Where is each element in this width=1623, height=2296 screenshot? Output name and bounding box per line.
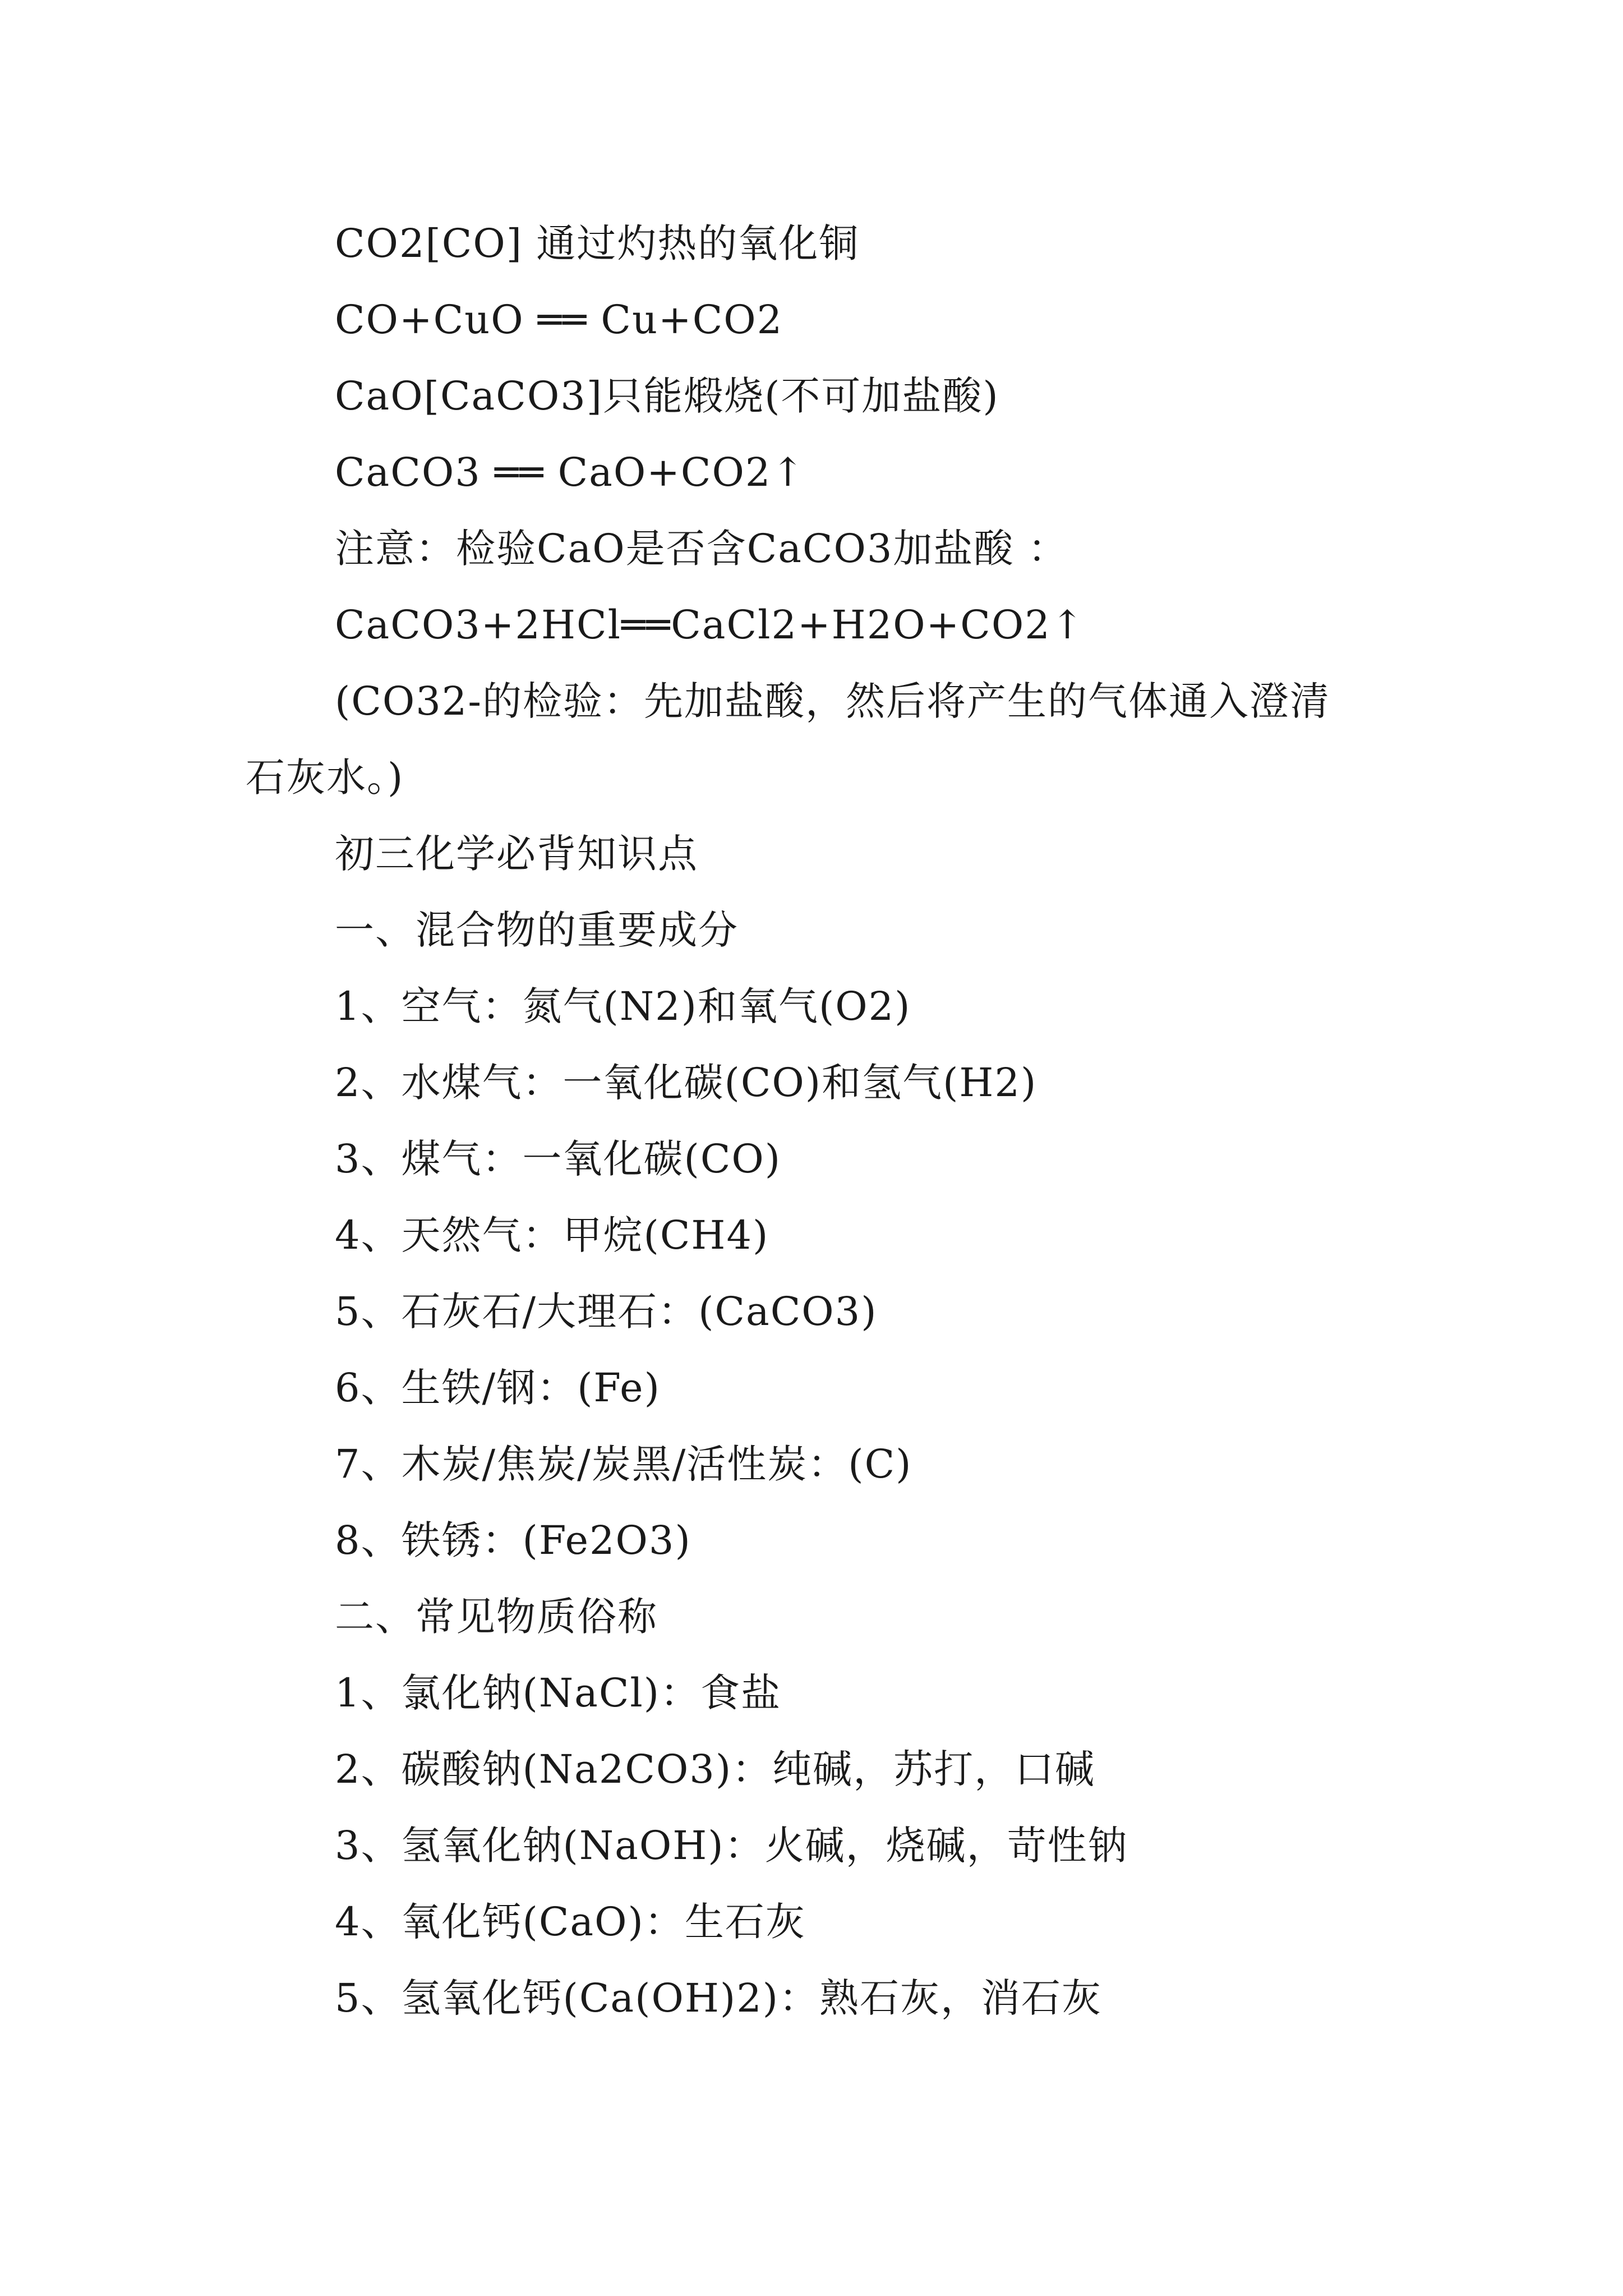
- list-item-naoh: 3、氢氧化钠(NaOH)：火碱，烧碱，苛性钠: [335, 1823, 1128, 1869]
- list-item-natural-gas: 4、天然气：甲烷(CH4): [335, 1212, 769, 1258]
- text-line-co2-purify: CO2[CO] 通过灼热的氧化铜: [335, 220, 860, 266]
- section-heading-common-names: 二、常见物质俗称: [335, 1594, 658, 1640]
- list-item-na2co3: 2、碳酸钠(Na2CO3)：纯碱，苏打，口碱: [335, 1746, 1096, 1792]
- section-heading-mixtures: 一、混合物的重要成分: [335, 907, 739, 953]
- list-item-rust: 8、铁锈：(Fe2O3): [335, 1517, 691, 1563]
- list-item-water-gas: 2、水煤气：一氧化碳(CO)和氢气(H2): [335, 1060, 1038, 1106]
- list-item-cao: 4、氧化钙(CaO)：生石灰: [335, 1899, 806, 1945]
- text-line-caco3-equation: CaCO3 ══ CaO+CO2↑: [335, 449, 806, 495]
- section-heading-knowledge: 初三化学必背知识点: [335, 831, 698, 877]
- text-line-co32-test: (CO32-的检验：先加盐酸，然后将产生的气体通入澄清: [335, 678, 1330, 724]
- list-item-iron-steel: 6、生铁/钢：(Fe): [335, 1365, 661, 1411]
- list-item-caoh2: 5、氢氧化钙(Ca(OH)2)：熟石灰，消石灰: [335, 1975, 1103, 2021]
- text-line-co-cuo-equation: CO+CuO ══ Cu+CO2: [335, 297, 783, 343]
- list-item-coal-gas: 3、煤气：一氧化碳(CO): [335, 1136, 782, 1182]
- list-item-limestone: 5、石灰石/大理石：(CaCO3): [335, 1289, 878, 1335]
- text-line-co32-test-cont: 石灰水。): [246, 754, 404, 800]
- text-line-note: 注意：检验CaO是否含CaCO3加盐酸 ：: [335, 526, 1068, 572]
- list-item-air: 1、空气：氮气(N2)和氧气(O2): [335, 983, 911, 1029]
- text-line-cao-purify: CaO[CaCO3]只能煅烧(不可加盐酸): [335, 373, 999, 419]
- list-item-nacl: 1、氯化钠(NaCl)：食盐: [335, 1670, 782, 1716]
- text-line-hcl-equation: CaCO3+2HCl══CaCl2+H2O+CO2↑: [335, 602, 1085, 648]
- list-item-carbon: 7、木炭/焦炭/炭黑/活性炭：(C): [335, 1441, 912, 1487]
